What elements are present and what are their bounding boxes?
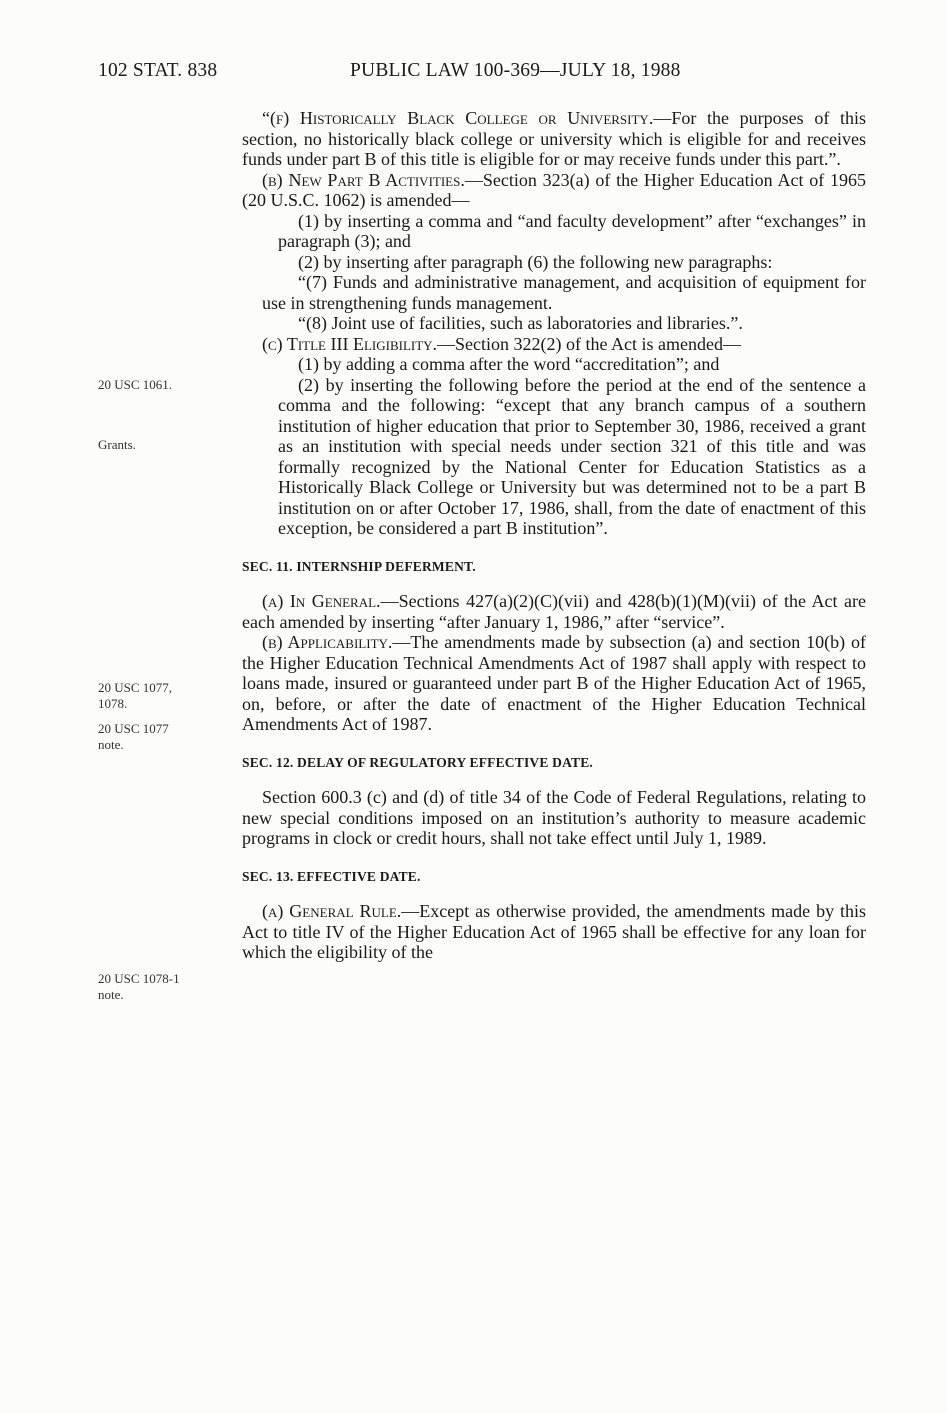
clause-b1: (1) by inserting a comma and “and faculty development” after “exchanges” in paragraph (3); and bbox=[278, 210, 866, 251]
paragraph-heading: “(f) Historically Black College or University. bbox=[262, 108, 654, 128]
quoted-paragraph-7: “(7) Funds and administrative management, and acquisition of equipment for use in strengthening funds management. bbox=[262, 272, 866, 313]
margin-note-line: note. bbox=[98, 737, 124, 752]
paragraph-text: —Except as otherwise provided, the amendments made by this Act to title IV of the Higher Education Act of 1965 shall be effective for any loan for which the eligibility of the bbox=[242, 901, 866, 962]
section-heading-11: SEC. 11. INTERNSHIP DEFERMENT. bbox=[242, 558, 476, 574]
paragraph-heading: (a) In General. bbox=[262, 591, 381, 611]
margin-note-line: 1078. bbox=[98, 696, 128, 711]
public-law-title: PUBLIC LAW 100-369—JULY 18, 1988 bbox=[350, 60, 681, 81]
section-heading-12: SEC. 12. DELAY OF REGULATORY EFFECTIVE DATE. bbox=[242, 754, 594, 770]
paragraph-11a bbox=[242, 591, 866, 632]
margin-note-usc-1077-1078 bbox=[98, 680, 218, 712]
paragraph-text: —Section 322(2) of the Act is amended— bbox=[437, 333, 741, 354]
spacer bbox=[242, 735, 866, 753]
paragraph-text: —For the purposes of this section, no historically black college or university which is eligible for and receives funds under part B of this title is eligible for or may receive funds under this part.”. bbox=[242, 108, 866, 169]
margin-note-usc-1061: 20 USC 1061. bbox=[98, 377, 173, 392]
paragraph-11b bbox=[242, 632, 866, 735]
stat-citation: 102 STAT. 838 bbox=[98, 60, 218, 81]
margin-note-grants: Grants. bbox=[98, 437, 136, 452]
margin-note-line: 20 USC 1078-1 bbox=[98, 971, 180, 986]
margin-note-line: 20 USC 1077, bbox=[98, 680, 173, 695]
paragraph-heading: (a) General Rule. bbox=[262, 901, 402, 921]
margin-note-line: 20 USC 1077 bbox=[98, 721, 169, 736]
paragraph-f bbox=[242, 108, 866, 170]
paragraph-text: —The amendments made by subsection (a) and section 10(b) of the Higher Education Technical Amendments Act of 1987 shall apply with respect to loans made, insured or guaranteed under part B of the Higher Education Act of 1965, on, before, or after the date of enactment of the Higher Education Technical Amendments Act of 1987. bbox=[242, 632, 866, 734]
spacer bbox=[242, 539, 866, 557]
paragraph-12: Section 600.3 (c) and (d) of title 34 of the Code of Federal Regulations, relating to new special conditions imposed on an institution’s authority to measure academic programs in clock or credit hours, shall not take effect until July 1, 1989. bbox=[242, 787, 866, 848]
section-heading-13: SEC. 13. EFFECTIVE DATE. bbox=[242, 868, 421, 884]
spacer bbox=[242, 887, 866, 901]
margin-note-usc-1078-1-note bbox=[98, 971, 218, 1003]
margin-note-usc-1077-note bbox=[98, 721, 218, 753]
spacer bbox=[242, 577, 866, 591]
clause-b2: (2) by inserting after paragraph (6) the following new paragraphs: bbox=[298, 251, 773, 272]
quoted-paragraph-8: “(8) Joint use of facilities, such as laboratories and libraries.”. bbox=[298, 313, 743, 333]
paragraph-heading: (b) Applicability. bbox=[262, 632, 393, 652]
clause-c2: (2) by inserting the following before the period at the end of the sentence a comma and the following: “except that any branch campus of a southern institution of higher education that prior to September 30, 1986, received a grant as an institution with special needs under section 321 of this title and was formally recognized by the National Center for Education Statistics as a Historically Black College or University but was determined not to be a part B institution on or after October 17, 1986, shall, from the date of enactment of this exception, be considered a part B institution”. bbox=[278, 374, 866, 538]
clause-c1: (1) by adding a comma after the word “accreditation”; and bbox=[298, 354, 720, 374]
paragraph-heading: (c) Title III Eligibility. bbox=[262, 333, 438, 354]
paragraph-text: —Sections 427(a)(2)(C)(vii) and 428(b)(1)(M)(vii) of the Act are each amended by inserting “after January 1, 1986,” after “service”. bbox=[242, 591, 866, 632]
paragraph-heading: (b) New Part B Activities. bbox=[262, 169, 465, 190]
paragraph-text: —Section 323(a) of the Higher Education Act of 1965 (20 U.S.C. 1062) is amended— bbox=[242, 169, 866, 210]
spacer bbox=[242, 773, 866, 787]
paragraph-13a bbox=[242, 901, 866, 963]
margin-note-line: note. bbox=[98, 987, 124, 1002]
paragraph-c bbox=[242, 334, 866, 355]
body-text-column bbox=[242, 108, 866, 963]
paragraph-b bbox=[242, 170, 866, 211]
spacer bbox=[242, 849, 866, 867]
